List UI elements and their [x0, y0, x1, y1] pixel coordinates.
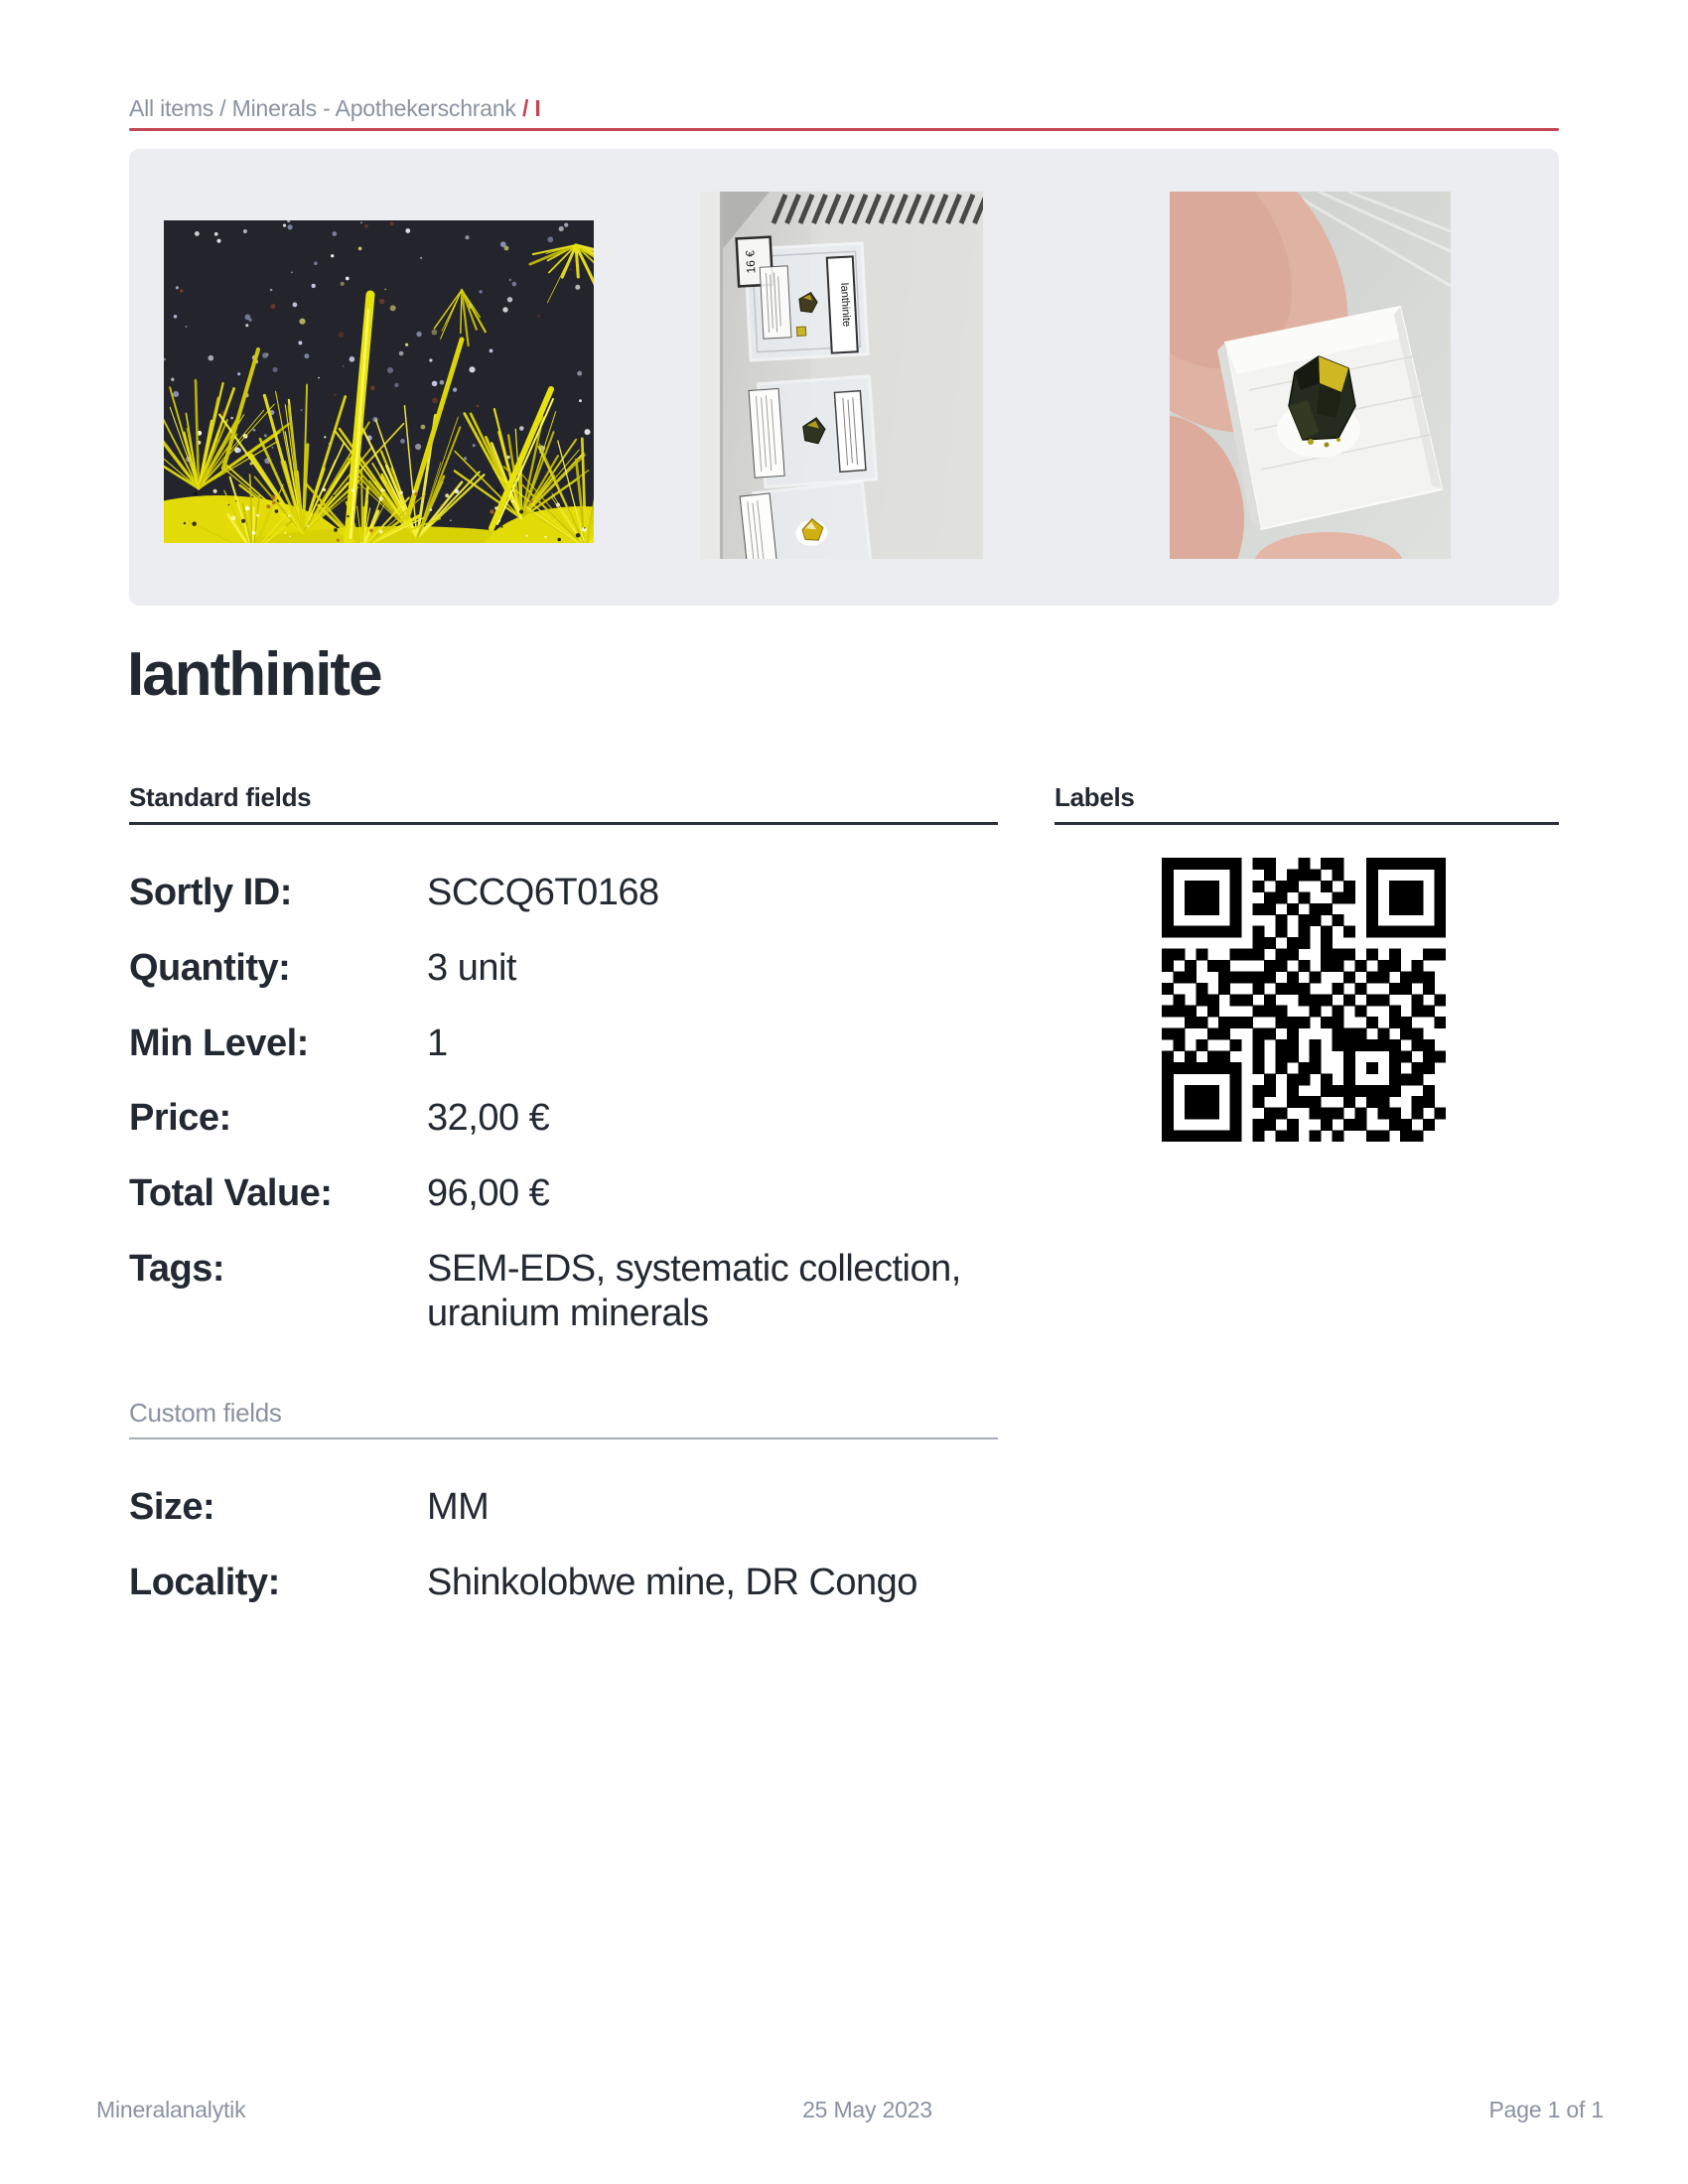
field-value: 96,00 € [427, 1172, 550, 1215]
field-label: Tags: [129, 1248, 225, 1291]
footer-company: Mineralanalytik [96, 2097, 246, 2122]
qr-code [1162, 858, 1446, 1142]
custom-fields-list [129, 1485, 998, 1605]
breadcrumb-current: / I [521, 95, 541, 121]
field-value: 3 unit [427, 946, 516, 989]
field-row-size [129, 1485, 998, 1530]
field-label: Sortly ID: [129, 872, 292, 913]
labels-column [1055, 782, 1559, 1142]
field-value: Shinkolobwe mine, DR Congo [427, 1561, 917, 1603]
field-row-quantity [129, 946, 998, 991]
field-row-min-level [129, 1022, 998, 1066]
field-row-total-value [129, 1171, 998, 1216]
fields-column [129, 782, 998, 1635]
field-label: Size: [129, 1485, 215, 1528]
field-value: 32,00 € [427, 1097, 550, 1140]
photo-specimen-boxes-shelf [700, 192, 983, 559]
svg-text:16 €: 16 € [743, 249, 759, 274]
footer-page-number: Page 1 of 1 [1488, 2097, 1604, 2122]
field-value: SCCQ6T0168 [427, 872, 659, 913]
breadcrumb-divider [129, 128, 1559, 131]
page-title: Ianthinite [127, 640, 381, 709]
field-row-sortly-id [129, 871, 998, 915]
breadcrumb [129, 95, 541, 122]
specimen-box-1 [737, 232, 868, 360]
field-row-price [129, 1096, 998, 1141]
field-label: Quantity: [129, 946, 291, 989]
footer-date: 25 May 2023 [802, 2097, 932, 2122]
field-label: Min Level: [129, 1022, 309, 1064]
field-row-tags [129, 1247, 998, 1336]
photo-gallery [129, 149, 1559, 606]
field-label: Total Value: [129, 1172, 333, 1215]
page-footer [96, 2097, 1604, 2123]
specimen-box-2 [749, 376, 877, 487]
hand-photo-canvas [1170, 192, 1451, 559]
section-heading-standard-fields: Standard fields [129, 782, 998, 825]
shelf-photo-canvas [700, 192, 983, 559]
field-value: SEM-EDS, systematic collection, uranium minerals [427, 1248, 961, 1334]
specimen-box-3 [740, 481, 872, 559]
field-row-locality [129, 1561, 998, 1605]
macro-photo-canvas [164, 220, 594, 543]
field-value: MM [427, 1485, 490, 1528]
photo-macro-yellow-crystals [164, 220, 594, 543]
field-label: Price: [129, 1097, 231, 1140]
section-heading-custom-fields: Custom fields [129, 1398, 998, 1439]
field-label: Locality: [129, 1561, 280, 1603]
standard-fields-list [129, 871, 998, 1336]
section-heading-labels: Labels [1055, 782, 1559, 825]
photo-hand-holding-box [1170, 192, 1451, 559]
field-value: 1 [427, 1022, 448, 1064]
breadcrumb-path: All items / Minerals - Apothekerschrank [129, 95, 522, 121]
svg-text:Ianthinite: Ianthinite [838, 282, 853, 328]
